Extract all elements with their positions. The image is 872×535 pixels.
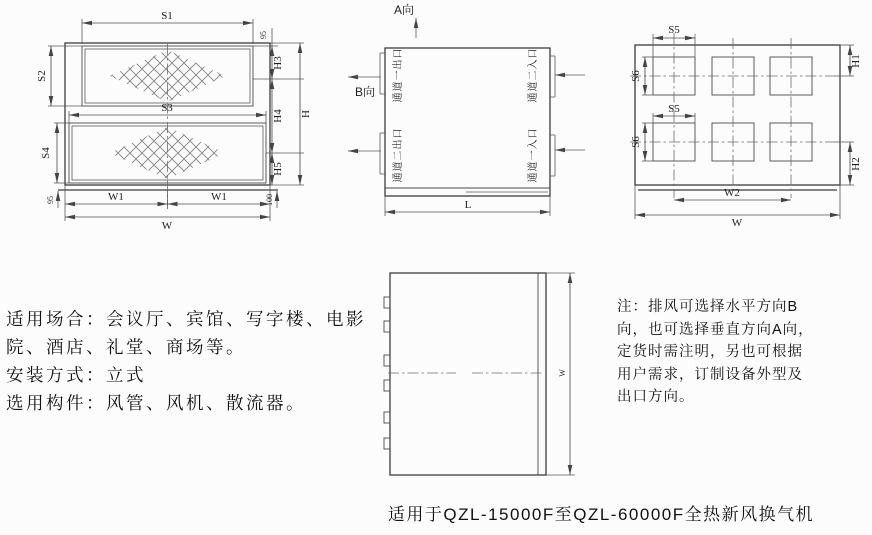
dim-h3-label: H3 [272,56,284,70]
dim-w-section-label: W [558,369,567,377]
dim-w-back-label: W [731,217,743,229]
direction-a-arrow [394,3,416,38]
section-view-drawing [368,258,603,493]
channel-view-drawing [338,0,590,232]
dim-w-front-label: W [161,220,173,232]
section-view-outline [384,273,546,475]
dim-h4-label: H4 [272,109,284,123]
duct-centerlines [630,33,834,198]
dim-s5-bottom-label: S5 [668,103,680,115]
info-line: 院、酒店、礼堂、商场等。 [6,337,246,357]
dim-w1-right-label: W1 [211,191,227,203]
dim-s3-label: S3 [161,102,173,114]
info-line: 适用场合：会议厅、宾馆、写字楼、电影 [6,309,366,329]
duct-view-dimensions [630,24,862,229]
info-line: 选用构件：风管、风机、散流器。 [6,393,306,413]
dim-h5-label: H5 [272,162,284,176]
dim-s2-label: S2 [36,70,48,82]
section-view-dimensions [546,273,575,475]
port-channel2-outlet-label: 通道二出口 [393,127,404,183]
note-line: 向，也可选择垂直方向A向， [617,321,814,338]
dim-bottom-left-offset-label: 95 [46,196,55,204]
port-channel1-outlet-label: 通道一出口 [393,47,404,103]
dim-top-offset-label: 95 [259,31,268,39]
dim-s5-top-label: S5 [668,24,680,36]
dim-s1-label: S1 [161,10,173,22]
dim-s6-top-label: S6 [630,70,642,82]
note-line: 出口方向。 [617,389,695,405]
note-line: 定货时需注明，另也可根据 [617,344,803,360]
direction-b-label: B向 [354,85,376,99]
application-info-text [6,305,384,417]
dim-s6-bottom-label: S6 [630,136,642,148]
port-channel1-inlet-label: 通道一入口 [528,127,539,183]
dim-l-label: L [464,199,472,211]
direction-a-label: A向 [393,3,415,17]
front-view-drawing [28,3,338,231]
info-line: 安装方式：立式 [6,365,146,385]
port-channel2-inlet-label: 通道二入口 [528,47,539,103]
duct-view-outline [635,45,840,190]
dim-s4-label: S4 [40,147,52,159]
dim-h2-label: H2 [850,157,862,171]
dim-h-label: H [300,110,312,118]
note-text [617,296,847,409]
note-line: 用户需求，订制设备外型及 [617,366,803,383]
drawing-caption: 适用于QZL-15000F至QZL-60000F全热新风换气机 [387,505,815,524]
channel-view-dimensions [385,196,550,216]
dim-h1-label: H1 [850,54,862,68]
note-line: 注：排风可选择水平方向B [617,299,799,315]
dim-w2-label: W2 [724,187,740,199]
dim-bottom-right-offset-label: 100 [265,194,274,206]
duct-openings-view-drawing [618,13,870,228]
dim-w1-left-label: W1 [108,191,124,203]
channel-port-labels [391,48,539,183]
